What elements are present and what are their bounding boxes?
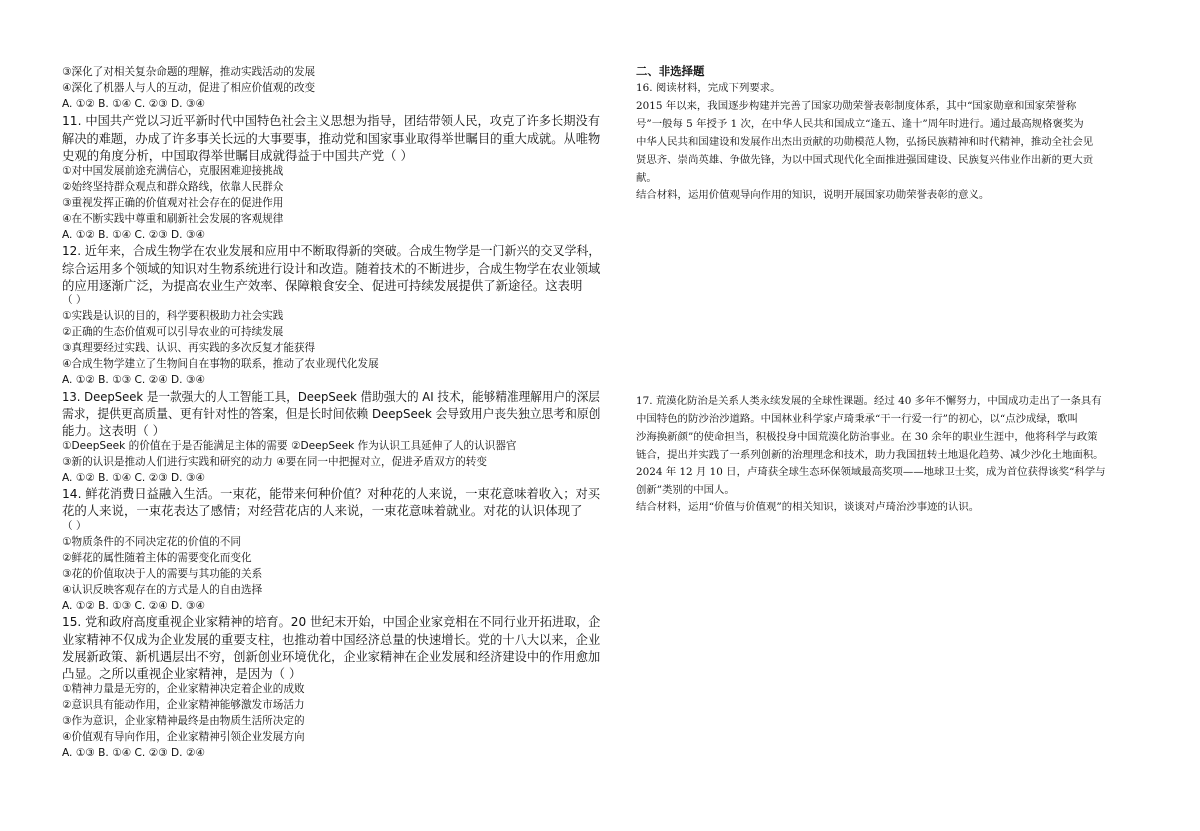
material-text: 链合，提出并实践了一系列创新的治理理念和技术，助力我国扭转土地退化趋势、减少沙化土地面积。 bbox=[636, 449, 1104, 461]
answer-options: A. ①② B. ①③ C. ②④ D. ③④ bbox=[62, 374, 205, 386]
material-text: 中华人民共和国建设和发展作出杰出贡献的功勋模范人物，弘扬民族精神和时代精神，推动全社会见 bbox=[636, 136, 1094, 148]
option-line: ④在不断实践中尊重和刷新社会发展的客观规律 bbox=[62, 213, 284, 225]
material-text: 创新”类别的中国人。 bbox=[636, 484, 735, 496]
answer-options: A. ①② B. ①④ C. ②③ D. ③④ bbox=[62, 98, 205, 110]
text-line: ④深化了机器人与人的互动，促进了相应价值观的改变 bbox=[62, 82, 316, 94]
text-line: 能力。这表明（ ） bbox=[62, 423, 166, 438]
option-line: ③新的认识是推动人们进行实践和研究的动力 ④要在同一中把握对立，促进矛盾双方的转变 bbox=[62, 456, 487, 468]
material-text: 中国特色的防沙治沙道路。中国林业科学家卢琦秉承“干一行爱一行”的初心，以“点沙成绿，歌叫 bbox=[636, 413, 1078, 425]
material-text: 沙海换新颜”的使命担当，积极投身中国荒漠化防治事业。在 30 余年的职业生涯中，他将科学与政策 bbox=[636, 431, 1098, 443]
section-heading: 二、非选择题 bbox=[636, 64, 705, 78]
material-text: 号”一般每 5 年授予 1 次，在中华人民共和国成立“逢五、逢十”周年时进行。通过最高规格褒奖为 bbox=[636, 118, 1084, 130]
material-text: 2024 年 12 月 10 日，卢琦获全球生态环保领域最高奖项——地球卫士奖，成为首位获得该奖“科学与 bbox=[636, 466, 1106, 478]
answer-options: A. ①② B. ①④ C. ②③ D. ③④ bbox=[62, 472, 205, 484]
option-line: ①对中国发展前途充满信心，克服困难迎接挑战 bbox=[62, 165, 284, 177]
text-line: 解决的难题，办成了许多事关长远的大事要事，推动党和国家事业取得举世瞩目的重大成就。从唯物 bbox=[62, 131, 601, 146]
question-14: 14. 鲜花消费日益融入生活。一束花，能带来何种价值？对种花的人来说，一束花意味着收入；对买 bbox=[62, 486, 601, 501]
question-prompt: 结合材料，运用价值观导向作用的知识，说明开展国家功勋荣誉表彰的意义。 bbox=[636, 189, 990, 201]
text-line: （ ） bbox=[62, 520, 87, 532]
text-line: （ ） bbox=[62, 294, 87, 306]
question-17: 17. 荒漠化防治是关系人类永续发展的全球性课题。经过 40 多年不懈努力，中国成功走出了一条具有 bbox=[636, 395, 1102, 407]
option-line: ②始终坚持群众观点和群众路线，依靠人民群众 bbox=[62, 181, 284, 193]
answer-options: A. ①② B. ①③ C. ②④ D. ③④ bbox=[62, 600, 205, 612]
option-line: ④认识反映客观存在的方式是人的自由选择 bbox=[62, 584, 263, 596]
text-line: 的应用逐渐广泛，为提高农业生产效率、保障粮食安全、促进可持续发展提供了新途径。这表明 bbox=[62, 278, 583, 293]
question-12: 12. 近年来，合成生物学在农业发展和应用中不断取得新的突破。合成生物学是一门新兴的交叉学科， bbox=[62, 243, 601, 258]
question-13: 13. DeepSeek 是一款强大的人工智能工具，DeepSeek 借助强大的 AI 技术，能够精准理解用户的深层 bbox=[62, 389, 600, 404]
text-line: 需求，提供更高质量、更有针对性的答案，但是长时间依赖 DeepSeek 会导致用户丧失独立思考和原创 bbox=[62, 406, 601, 421]
text-line: 综合运用多个领域的知识对生物系统进行设计和改造。随着技术的不断进步，合成生物学在农业领域 bbox=[62, 261, 601, 276]
answer-options: A. ①② B. ①④ C. ②③ D. ③④ bbox=[62, 229, 205, 241]
question-prompt: 结合材料，运用“价值与价值观”的相关知识，谈谈对卢琦治沙事迹的认识。 bbox=[636, 501, 980, 513]
text-line: 发展新政策、新机遇层出不穷，创新创业环境优化，企业家精神在企业发展和经济建设中的作用愈加 bbox=[62, 649, 601, 664]
material-text: 献。 bbox=[636, 172, 657, 184]
text-line: 业家精神不仅成为企业发展的重要支柱，也推动着中国经济总量的快速增长。党的十八大以来，企业 bbox=[62, 632, 601, 647]
question-16: 16. 阅读材料，完成下列要求。 bbox=[636, 82, 781, 94]
option-line: ③作为意识，企业家精神最终是由物质生活所决定的 bbox=[62, 715, 305, 727]
option-line: ②意识具有能动作用，企业家精神能够激发市场活力 bbox=[62, 699, 305, 711]
text-line: 花的人来说，一束花表达了感情；对经营花店的人来说，一束花意味着就业。对花的认识体现了 bbox=[62, 503, 583, 518]
text-line: ③深化了对相关复杂命题的理解，推动实践活动的发展 bbox=[62, 66, 316, 78]
option-line: ②正确的生态价值观可以引导农业的可持续发展 bbox=[62, 326, 284, 338]
text-line: 史观的角度分析，中国取得举世瞩目成就得益于中国共产党（ ） bbox=[62, 148, 413, 163]
text-line: 凸显。之所以重视企业家精神，是因为（ ） bbox=[62, 666, 302, 681]
option-line: ④合成生物学建立了生物间自在事物的联系，推动了农业现代化发展 bbox=[62, 358, 379, 370]
question-15: 15. 党和政府高度重视企业家精神的培育。20 世纪末开始，中国企业家竞相在不同行业开拓进取，企 bbox=[62, 614, 601, 629]
option-line: ③重视发挥正确的价值观对社会存在的促进作用 bbox=[62, 197, 284, 209]
option-line: ①物质条件的不同决定花的价值的不同 bbox=[62, 536, 241, 548]
material-text: 2015 年以来，我国逐步构建并完善了国家功勋荣誉表彰制度体系，其中“国家勋章和国家荣誉称 bbox=[636, 100, 1077, 112]
option-line: ③真理要经过实践、认识、再实践的多次反复才能获得 bbox=[62, 342, 316, 354]
option-line: ①DeepSeek 的价值在于是否能满足主体的需要 ②DeepSeek 作为认识工具延伸了人的认识器官 bbox=[62, 440, 517, 452]
material-text: 贤思齐、崇尚英雄、争做先锋，为以中国式现代化全面推进强国建设、民族复兴伟业作出新的更大贡 bbox=[636, 154, 1094, 166]
option-line: ②鲜花的属性随着主体的需要变化而变化 bbox=[62, 552, 252, 564]
option-line: ③花的价值取决于人的需要与其功能的关系 bbox=[62, 568, 263, 580]
option-line: ①精神力量是无穷的，企业家精神决定着企业的成败 bbox=[62, 683, 305, 695]
option-line: ④价值观有导向作用，企业家精神引领企业发展方向 bbox=[62, 731, 305, 743]
answer-options: A. ①③ B. ①④ C. ②③ D. ②④ bbox=[62, 747, 205, 759]
option-line: ①实践是认识的目的，科学要积极助力社会实践 bbox=[62, 310, 284, 322]
question-11: 11. 中国共产党以习近平新时代中国特色社会主义思想为指导，团结带领人民，攻克了许多长期没有 bbox=[62, 113, 601, 128]
